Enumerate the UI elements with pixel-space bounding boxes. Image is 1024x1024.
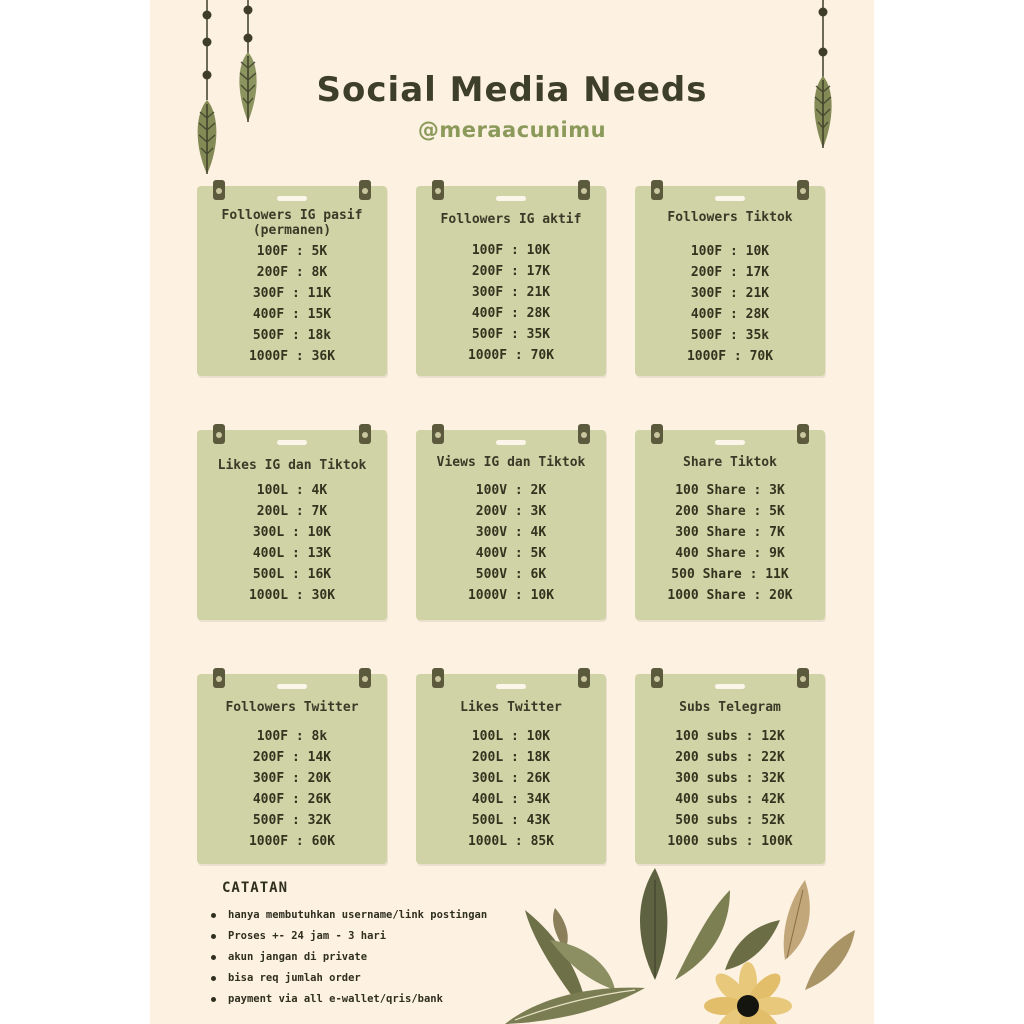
clip-icon xyxy=(359,180,371,200)
price-row: 100L : 10K xyxy=(471,729,551,744)
price-row: 100V : 2K xyxy=(475,483,547,498)
price-row: 500 subs : 52K xyxy=(675,813,785,828)
price-row: 400L : 34K xyxy=(471,792,551,807)
price-row: 1000L : 30K xyxy=(248,588,336,603)
price-list xyxy=(635,241,825,367)
price-card-views-ig-tiktok xyxy=(416,430,606,620)
card-title: Followers Tiktok xyxy=(667,210,793,225)
hang-slot xyxy=(715,440,745,445)
hang-slot xyxy=(496,196,526,201)
card-title: Followers IG aktif xyxy=(440,212,582,227)
price-card-followers-tiktok xyxy=(635,186,825,376)
price-row: 1000L : 85K xyxy=(467,834,555,849)
hang-slot xyxy=(715,196,745,201)
price-row: 200 Share : 5K xyxy=(675,504,785,519)
price-row: 400F : 15K xyxy=(252,307,332,322)
note-item: payment via all e-wallet/qris/bank xyxy=(208,989,487,1010)
price-row: 200V : 3K xyxy=(475,504,547,519)
price-row: 100F : 10K xyxy=(690,244,770,259)
flower-icon xyxy=(704,962,792,1024)
notes-title: CATATAN xyxy=(222,880,289,896)
price-row: 300F : 11K xyxy=(252,286,332,301)
price-row: 100F : 8k xyxy=(256,729,328,744)
price-row: 1000 subs : 100K xyxy=(667,834,793,849)
price-row: 300L : 26K xyxy=(471,771,551,786)
clip-icon xyxy=(797,668,809,688)
note-item: akun jangan di private xyxy=(208,947,487,968)
price-row: 100L : 4K xyxy=(256,483,328,498)
price-row: 500F : 32K xyxy=(252,813,332,828)
clip-icon xyxy=(213,180,225,200)
price-card-subs-telegram xyxy=(635,674,825,864)
price-list xyxy=(635,726,825,852)
clip-icon xyxy=(797,180,809,200)
card-title: Views IG dan Tiktok xyxy=(436,455,586,470)
price-row: 200L : 18K xyxy=(471,750,551,765)
clip-icon xyxy=(797,424,809,444)
price-row: 400 subs : 42K xyxy=(675,792,785,807)
page-handle: @meraacunimu xyxy=(417,118,607,142)
clip-icon xyxy=(578,668,590,688)
poster xyxy=(150,0,874,1024)
price-card-likes-ig-tiktok xyxy=(197,430,387,620)
clip-icon xyxy=(432,668,444,688)
clip-icon xyxy=(359,668,371,688)
price-row: 200L : 7K xyxy=(256,504,328,519)
price-card-followers-ig-aktif xyxy=(416,186,606,376)
price-row: 400L : 13K xyxy=(252,546,332,561)
clip-icon xyxy=(651,424,663,444)
price-card-followers-twitter xyxy=(197,674,387,864)
card-title: Likes Twitter xyxy=(460,700,562,715)
price-row: 500F : 35K xyxy=(471,327,551,342)
price-row: 400F : 28K xyxy=(471,306,551,321)
price-row: 500F : 18k xyxy=(252,328,332,343)
price-row: 1000F : 70K xyxy=(686,349,774,364)
price-list xyxy=(416,480,606,606)
hang-slot xyxy=(496,440,526,445)
price-list xyxy=(197,726,387,852)
card-title: Likes IG dan Tiktok xyxy=(217,458,367,473)
price-row: 200F : 17K xyxy=(471,264,551,279)
price-row: 300 subs : 32K xyxy=(675,771,785,786)
price-list xyxy=(197,480,387,606)
leaf-icon xyxy=(675,890,730,980)
clip-icon xyxy=(651,180,663,200)
price-row: 400F : 26K xyxy=(252,792,332,807)
clip-icon xyxy=(213,668,225,688)
hang-slot xyxy=(277,684,307,689)
price-list xyxy=(416,726,606,852)
price-row: 200 subs : 22K xyxy=(675,750,785,765)
price-row: 1000F : 70K xyxy=(467,348,555,363)
clip-icon xyxy=(578,180,590,200)
clip-icon xyxy=(213,424,225,444)
price-row: 100F : 10K xyxy=(471,243,551,258)
price-row: 200F : 17K xyxy=(690,265,770,280)
note-item: Proses +- 24 jam - 3 hari xyxy=(208,926,487,947)
price-row: 300F : 21K xyxy=(690,286,770,301)
price-row: 200F : 8K xyxy=(256,265,328,280)
price-row: 200F : 14K xyxy=(252,750,332,765)
price-row: 500 Share : 11K xyxy=(671,567,789,582)
note-item: hanya membutuhkan username/link postingan xyxy=(208,905,487,926)
price-row: 1000F : 60K xyxy=(248,834,336,849)
leaf-icon xyxy=(784,880,810,960)
price-row: 400V : 5K xyxy=(475,546,547,561)
note-item: bisa req jumlah order xyxy=(208,968,487,989)
hang-slot xyxy=(715,684,745,689)
clip-icon xyxy=(432,180,444,200)
price-row: 500L : 43K xyxy=(471,813,551,828)
botanical-decoration xyxy=(505,860,874,1024)
price-row: 300V : 4K xyxy=(475,525,547,540)
hang-slot xyxy=(496,684,526,689)
price-row: 100F : 5K xyxy=(256,244,328,259)
notes-list xyxy=(208,905,487,1010)
leaf-icon xyxy=(640,868,667,980)
price-list xyxy=(635,480,825,606)
price-list xyxy=(416,240,606,366)
price-row: 300 Share : 7K xyxy=(675,525,785,540)
price-row: 100 Share : 3K xyxy=(675,483,785,498)
price-row: 500F : 35k xyxy=(690,328,770,343)
card-title: Followers Twitter xyxy=(225,700,359,715)
price-row: 400F : 28K xyxy=(690,307,770,322)
price-row: 1000V : 10K xyxy=(467,588,555,603)
page-title: Social Media Needs xyxy=(316,70,708,110)
clip-icon xyxy=(651,668,663,688)
clip-icon xyxy=(359,424,371,444)
leaf-icon xyxy=(725,920,780,970)
price-row: 100 subs : 12K xyxy=(675,729,785,744)
price-row: 300F : 20K xyxy=(252,771,332,786)
price-row: 500L : 16K xyxy=(252,567,332,582)
price-row: 500V : 6K xyxy=(475,567,547,582)
price-card-share-tiktok xyxy=(635,430,825,620)
price-row: 400 Share : 9K xyxy=(675,546,785,561)
hang-slot xyxy=(277,440,307,445)
price-card-likes-twitter xyxy=(416,674,606,864)
card-title: Followers IG pasif (permanen) xyxy=(221,208,363,238)
price-row: 1000 Share : 20K xyxy=(667,588,793,603)
clip-icon xyxy=(432,424,444,444)
clip-icon xyxy=(578,424,590,444)
price-row: 300L : 10K xyxy=(252,525,332,540)
hang-slot xyxy=(277,196,307,201)
leaf-icon xyxy=(805,930,855,990)
price-list xyxy=(197,241,387,367)
price-row: 1000F : 36K xyxy=(248,349,336,364)
card-title: Share Tiktok xyxy=(683,455,777,470)
price-row: 300F : 21K xyxy=(471,285,551,300)
card-title: Subs Telegram xyxy=(679,700,781,715)
price-card-followers-ig-pasif xyxy=(197,186,387,376)
